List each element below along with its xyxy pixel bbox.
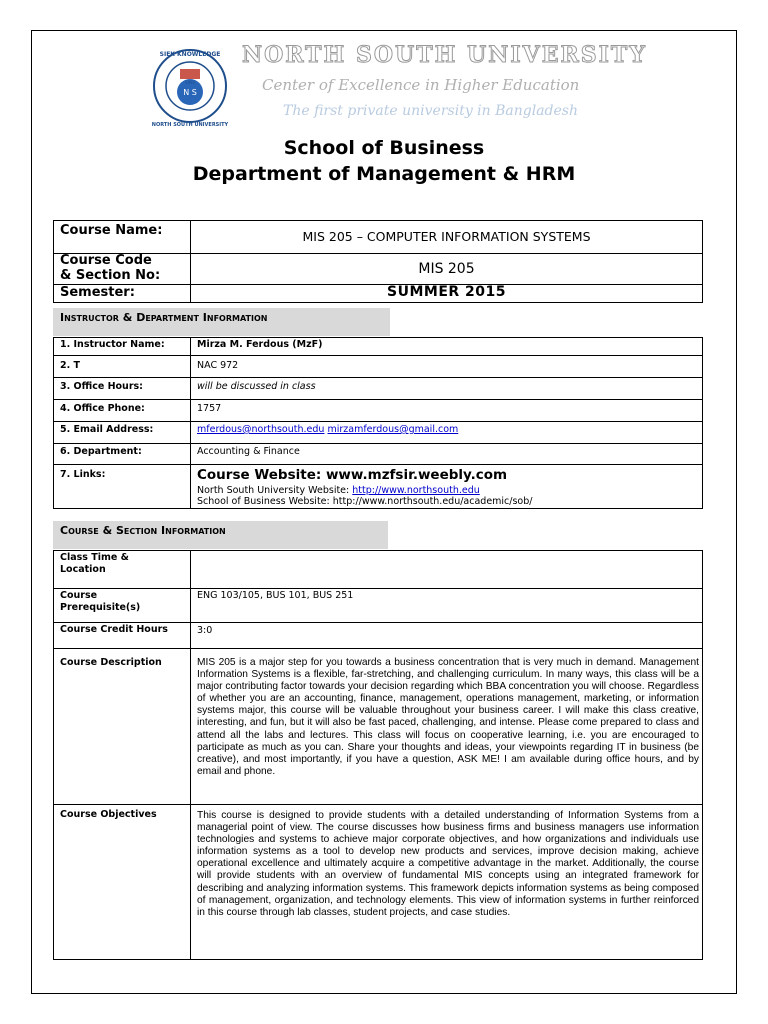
- prerequisite-label: Course Prerequisite(s): [60, 590, 141, 613]
- instructor-table: [53, 337, 703, 509]
- course-section-header: Course & Section Information: [53, 521, 388, 549]
- credit-hours-label: Course Credit Hours: [60, 624, 168, 635]
- prerequisite-value: ENG 103/105, BUS 101, BUS 251: [197, 590, 354, 601]
- department-title: Department of Management & HRM: [192, 163, 576, 185]
- course-section-table: [53, 550, 703, 960]
- course-name-value: MIS 205 – COMPUTER INFORMATION SYSTEMS: [302, 229, 591, 244]
- course-objectives-text: This course is designed to provide students with a detailed understanding of Information Systems from a managerial point of view. The course discusses how business firms and business managers use information technologies and systems to achieve major corporate objectives, and how organizations and individuals use information systems as a tool to develop new products and services, improve decision making, achieve operational excellence and ultimately acquire a competitive advantage in the market. Additionally, the course will provide students with an overview of fundamental MIS concepts using an integrated framework for describing and analyzing information systems. This framework depicts information systems as being composed of management, organization, and technology elements. This view of information systems in further reinforced in this course through lab classes, student projects, and case studies.: [197, 810, 699, 918]
- course-name-label: Course Name:: [60, 223, 163, 238]
- university-tagline: The first private university in Bangladesh: [283, 103, 579, 119]
- email-link-nsu[interactable]: mferdous@northsouth.edu: [197, 424, 325, 435]
- office-hours-label: 3. Office Hours:: [60, 381, 143, 392]
- course-website-text: Course Website: www.mzfsir.weebly.com: [197, 467, 508, 483]
- instructor-section-header: Instructor & Department Information: [53, 308, 390, 336]
- course-description-label: Course Description: [60, 657, 162, 668]
- semester-label: Semester:: [60, 285, 135, 300]
- class-time-label: Class Time & Location: [60, 552, 129, 575]
- sob-website-line: School of Business Website: http://www.northsouth.edu/academic/sob/: [197, 496, 533, 507]
- course-info-table: [53, 220, 703, 303]
- course-code-label-2: & Section No:: [60, 268, 161, 283]
- department-label: 6. Department:: [60, 446, 142, 457]
- nsu-website-link[interactable]: http://www.northsouth.edu: [352, 485, 480, 496]
- email-values: [197, 424, 458, 436]
- nsu-website-label: North South University Website:: [197, 485, 353, 496]
- credit-hours-value: 3:0: [197, 625, 213, 636]
- semester-value: SUMMER 2015: [387, 284, 506, 300]
- office-phone-value: 1757: [197, 403, 222, 414]
- course-description-text: MIS 205 is a major step for you towards a business concentration that is very much in demand. Management Information Systems is a flexible, far-stretching, and challenging curriculum. In many ways, this class will be a major contributing factor towards your decision regarding which BBA concentration you will choose. Regardless of whether you are an accounting, finance, management, operations management, marketing, or information systems major, this course will be valuable throughout your business career. I will make this class creative, interesting, and fun, but it will also be fast paced, challenging, and intense. Please come prepared to class and attend all the labs and lectures. This class will focus on cooperative learning, i.e. you are encouraged to participate as much as you can. Share your thoughts and ideas, your viewpoints regarding IT in business (be creative), and most importantly, if you have a question, ASK ME! I am available during office hours, and by email and phone.: [197, 657, 699, 777]
- svg-text:SIEK KNOWLEDGE: SIEK KNOWLEDGE: [159, 51, 221, 58]
- office-hours-value: will be discussed in class: [197, 381, 316, 392]
- office-phone-label: 4. Office Phone:: [60, 403, 145, 414]
- department-value: Accounting & Finance: [197, 446, 300, 457]
- course-code-value: MIS 205: [418, 261, 475, 277]
- svg-text:N S: N S: [183, 88, 197, 97]
- instructor-name-label: 1. Instructor Name:: [60, 339, 165, 350]
- university-seal-icon: [150, 42, 230, 132]
- room-label: 2. T: [60, 360, 81, 371]
- course-code-label-1: Course Code: [60, 253, 152, 268]
- university-motto: Center of Excellence in Higher Education: [262, 76, 580, 94]
- room-value: NAC 972: [197, 360, 239, 371]
- svg-text:NORTH SOUTH UNIVERSITY: NORTH SOUTH UNIVERSITY: [151, 122, 229, 128]
- email-label: 5. Email Address:: [60, 424, 154, 435]
- university-name: NORTH SOUTH UNIVERSITY: [242, 42, 648, 68]
- course-objectives-label: Course Objectives: [60, 809, 157, 820]
- email-link-gmail[interactable]: mirzamferdous@gmail.com: [327, 424, 459, 435]
- instructor-name-value: Mirza M. Ferdous (MzF): [197, 339, 323, 350]
- svg-text:1992: 1992: [184, 80, 196, 85]
- school-title: School of Business: [283, 137, 485, 159]
- links-label: 7. Links:: [60, 469, 106, 480]
